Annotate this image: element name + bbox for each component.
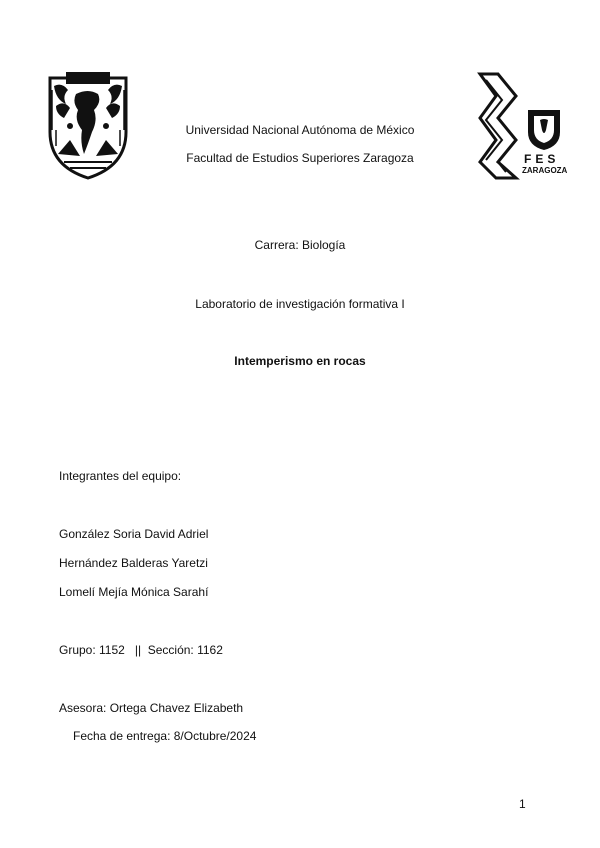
fes-logo-line1: FES [524,152,560,166]
team-member: González Soria David Adriel [59,527,209,541]
advisor-line: Asesora: Ortega Chavez Elizabeth [59,701,244,715]
university-name: Universidad Nacional Autónoma de México [185,123,415,137]
document-title: Intemperismo en rocas [234,354,366,368]
career-line: Carrera: Biología [254,238,346,252]
course-name: Laboratorio de investigación formativa I [195,297,405,311]
team-heading: Integrantes del equipo: [59,469,182,483]
delivery-date: Fecha de entrega: 8/Octubre/2024 [73,729,257,743]
page-number: 1 [519,797,526,811]
group-section-line: Grupo: 1152 || Sección: 1162 [59,643,223,657]
team-member: Lomelí Mejía Mónica Sarahí [59,585,209,599]
faculty-name: Facultad de Estudios Superiores Zaragoza [186,151,414,165]
fes-logo-line2: ZARAGOZA [522,166,568,175]
team-member: Hernández Balderas Yaretzi [59,556,208,570]
